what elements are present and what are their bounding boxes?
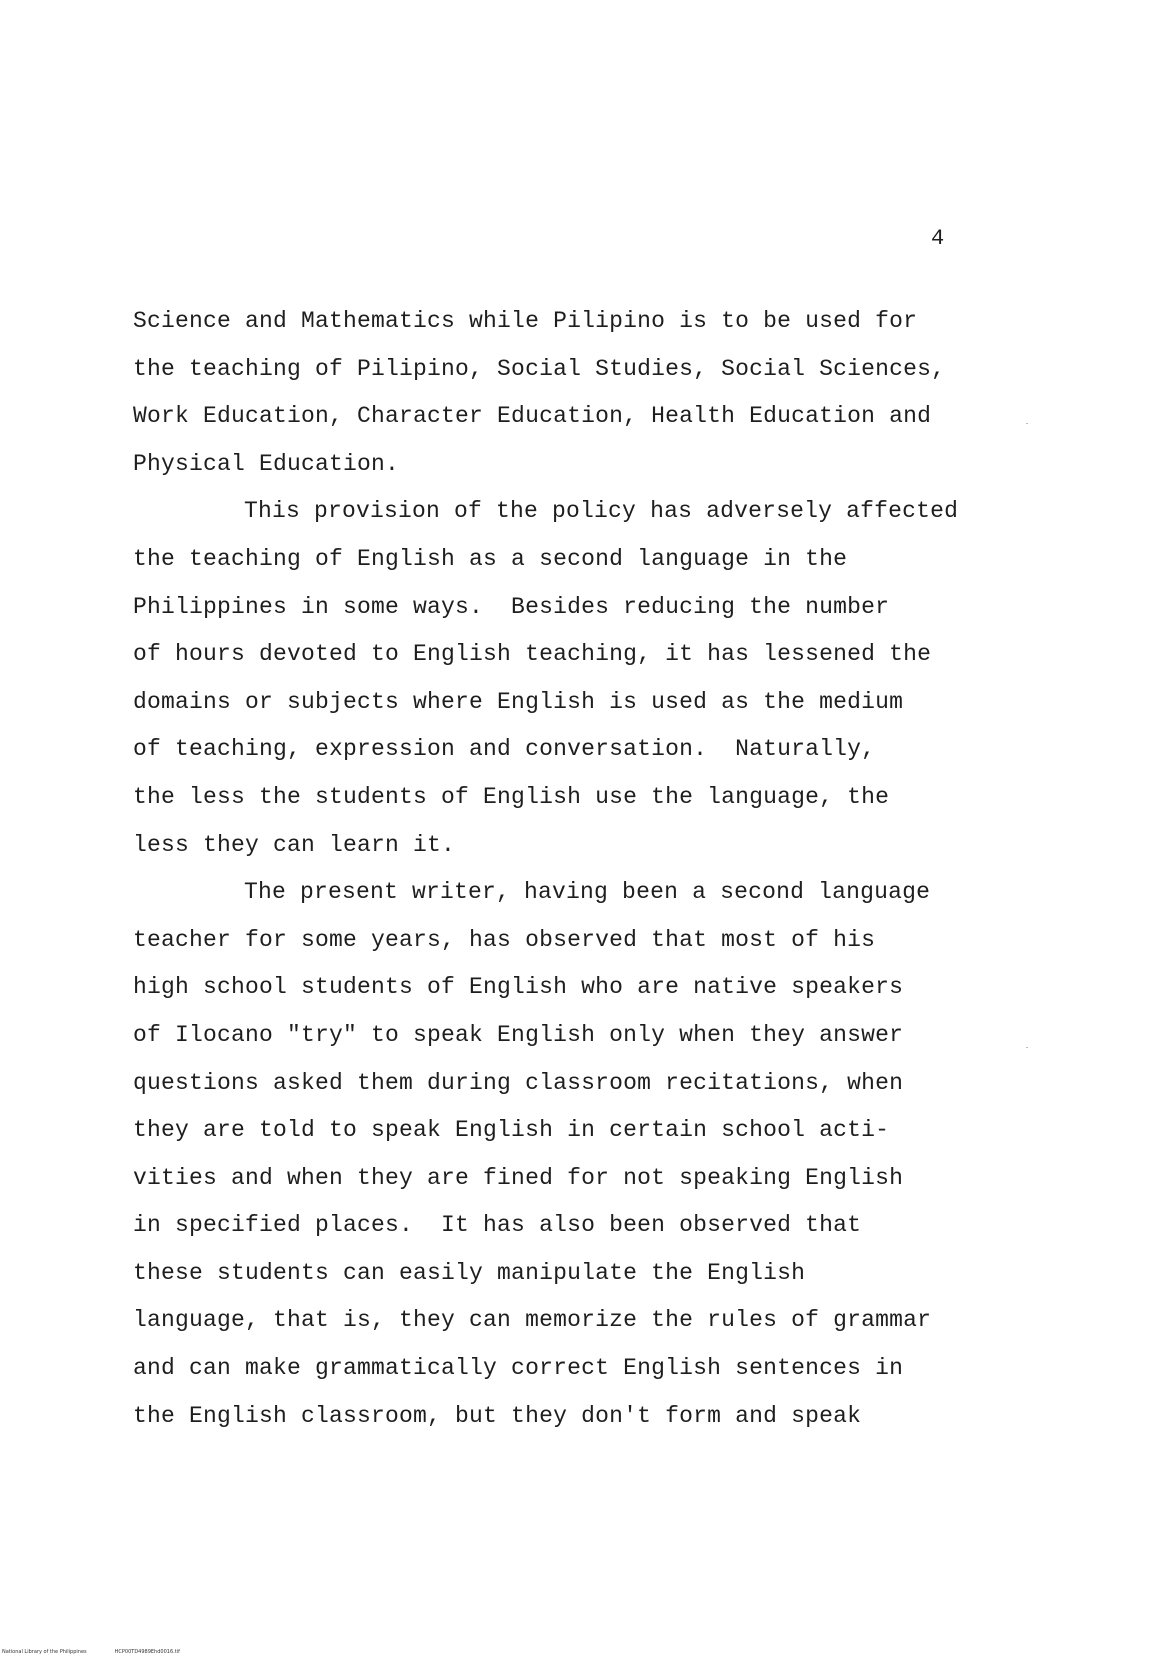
text-line: domains or subjects where English is used as the medium xyxy=(133,688,904,715)
text-line: these students can easily manipulate the English xyxy=(133,1259,806,1286)
text-line: Philippines in some ways. Besides reducing the number xyxy=(133,593,890,620)
paragraph-start-line: The present writer, having been a second language xyxy=(244,879,931,906)
text-line: the teaching of English as a second language in the xyxy=(133,545,848,572)
text-line: they are told to speak English in certain school acti- xyxy=(133,1117,890,1144)
text-line: of hours devoted to English teaching, it has lessened the xyxy=(133,641,932,668)
footer-file: HCP00TD4989Ehd0016.tif xyxy=(114,1649,180,1655)
text-line: high school students of English who are native speakers xyxy=(133,974,904,1001)
text-line: the English classroom, but they don't form and speak xyxy=(133,1402,862,1429)
text-line: vities and when they are fined for not speaking English xyxy=(133,1164,904,1191)
footer-library: National Library of the Philippines xyxy=(2,1649,87,1655)
text-line: language, that is, they can memorize the rules of grammar xyxy=(133,1307,932,1334)
page-number: 4 xyxy=(931,226,945,251)
scan-speck xyxy=(1026,423,1028,424)
text-line: teacher for some years, has observed that most of his xyxy=(133,926,876,953)
text-line: questions asked them during classroom recitations, when xyxy=(133,1069,904,1096)
text-line: in specified places. It has also been observed that xyxy=(133,1212,862,1239)
scan-speck xyxy=(1026,1047,1028,1048)
text-line: the less the students of English use the language, the xyxy=(133,783,890,810)
paragraph-start-line: This provision of the policy has adversely affected xyxy=(244,498,959,525)
scan-footer xyxy=(2,1650,180,1655)
text-line: Physical Education. xyxy=(133,450,400,477)
text-line: Work Education, Character Education, Health Education and xyxy=(133,403,932,430)
text-line: of Ilocano "try" to speak English only when they answer xyxy=(133,1021,904,1048)
body-text xyxy=(133,298,1013,1440)
text-line: Science and Mathematics while Pilipino is to be used for xyxy=(133,308,918,334)
text-line: less they can learn it. xyxy=(133,831,456,858)
text-line: of teaching, expression and conversation. Naturally, xyxy=(133,736,876,763)
text-line: the teaching of Pilipino, Social Studies, Social Sciences, xyxy=(133,355,946,382)
text-line: and can make grammatically correct English sentences in xyxy=(133,1355,904,1382)
